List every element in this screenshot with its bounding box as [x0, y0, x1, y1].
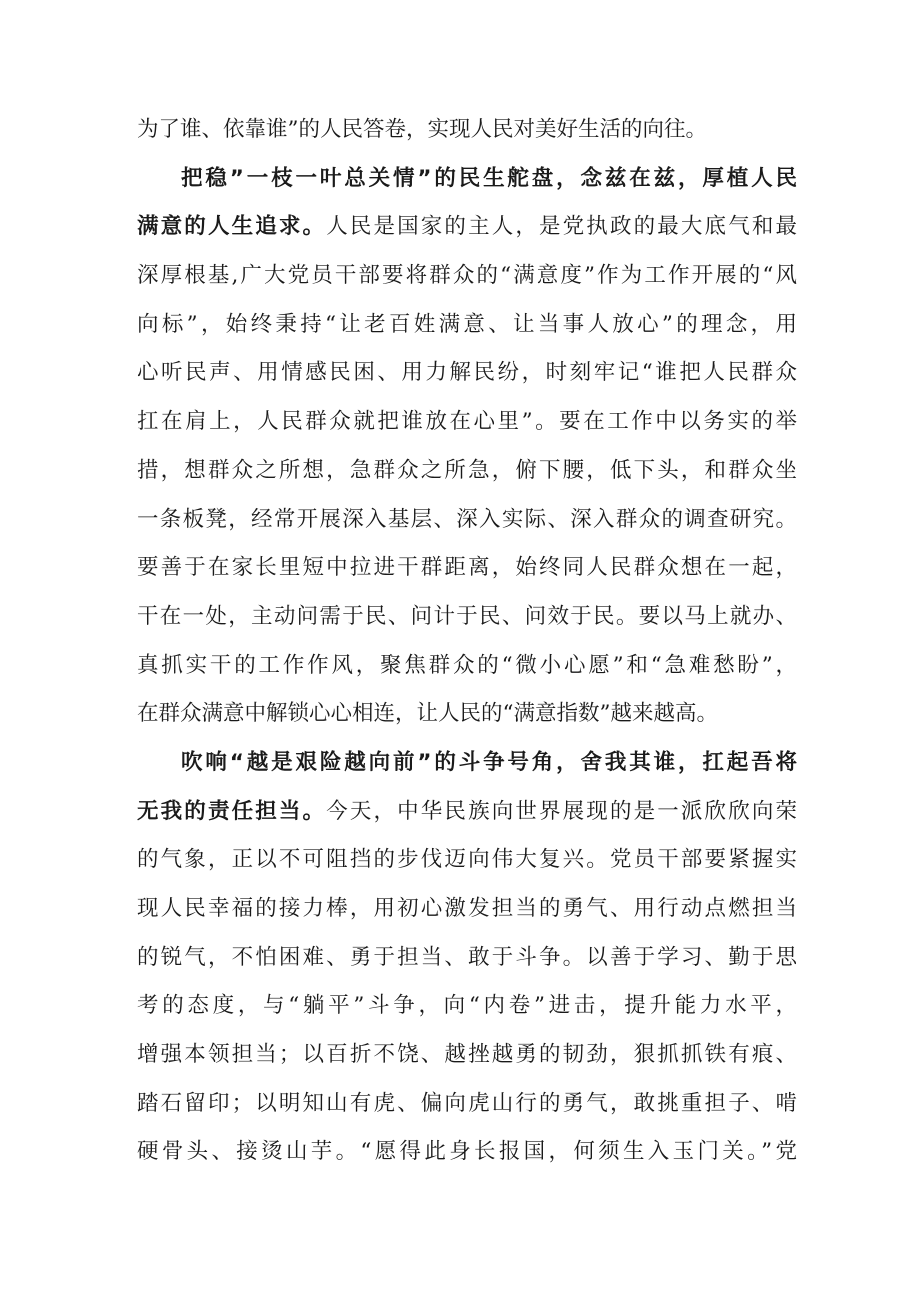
document-body	[137, 106, 797, 1177]
text-line: 措，想群众之所想，急群众之所急，俯下腰，低下头，和群众坐	[137, 457, 797, 483]
text-line: 的气象，正以不可阻挡的步伐迈向伟大复兴。党员干部要紧握实	[137, 847, 797, 873]
paragraph-continuation	[137, 106, 797, 155]
text-line: 向标”，始终秉持“让老百姓满意、让当事人放心”的理念，用	[137, 311, 797, 337]
section-heading-end: 满意的人生追求。	[137, 214, 327, 240]
text-line: 的锐气，不怕困难、勇于担当、敢于斗争。以善于学习、勤于思	[137, 944, 797, 970]
text-line	[137, 203, 797, 252]
section-heading-end: 无我的责任担当。	[137, 798, 327, 824]
text-line: 真抓实干的工作作风，聚焦群众的“微小心愿”和“急难愁盼”，	[137, 652, 797, 678]
text-line: 要善于在家长里短中拉进干群距离，始终同人民群众想在一起，	[137, 555, 797, 581]
paragraph-livelihood	[137, 155, 797, 739]
text-line: 踏石留印；以明知山有虎、偏向虎山行的勇气，敢挑重担子、啃	[137, 1090, 797, 1116]
text-segment: 人民是国家的主人，是党执政的最大底气和最	[326, 214, 797, 240]
text-line: 硬骨头、接烫山芋。“愿得此身长报国，何须生入玉门关。”党	[137, 1139, 797, 1165]
text-line	[137, 788, 797, 837]
text-line: 考的态度，与“躺平”斗争，向“内卷”进击，提升能力水平，	[137, 993, 797, 1019]
text-line: 干在一处，主动问需于民、问计于民、问效于民。要以马上就办、	[137, 603, 797, 629]
text-line: 一条板凳，经常开展深入基层、深入实际、深入群众的调查研究。	[137, 506, 797, 532]
text-line: 在群众满意中解锁心心相连，让人民的“满意指数”越来越高。	[137, 701, 718, 727]
text-line: 心听民声、用情感民困、用力解民纷，时刻牢记“谁把人民群众	[137, 360, 797, 386]
section-heading-line: 把稳”一枝一叶总关情”的民生舵盘，念兹在兹，厚植人民	[181, 165, 797, 191]
text-line: 现人民幸福的接力棒，用初心激发担当的勇气、用行动点燃担当	[137, 896, 797, 921]
text-line: 为了谁、依靠谁”的人民答卷，实现人民对美好生活的向往。	[137, 117, 707, 142]
text-segment: 今天，中华民族向世界展现的是一派欣欣向荣	[326, 798, 797, 824]
section-heading-line: 吹响“越是艰险越向前”的斗争号角，舍我其谁，扛起吾将	[181, 749, 797, 775]
text-line: 深厚根基,广大党员干部要将群众的“满意度”作为工作开展的“风	[137, 263, 797, 289]
text-line: 增强本领担当；以百折不饶、越挫越勇的韧劲，狠抓抓铁有痕、	[137, 1042, 797, 1068]
paragraph-responsibility	[137, 739, 797, 1177]
text-line: 扛在肩上，人民群众就把谁放在心里”。要在工作中以务实的举	[137, 409, 797, 435]
